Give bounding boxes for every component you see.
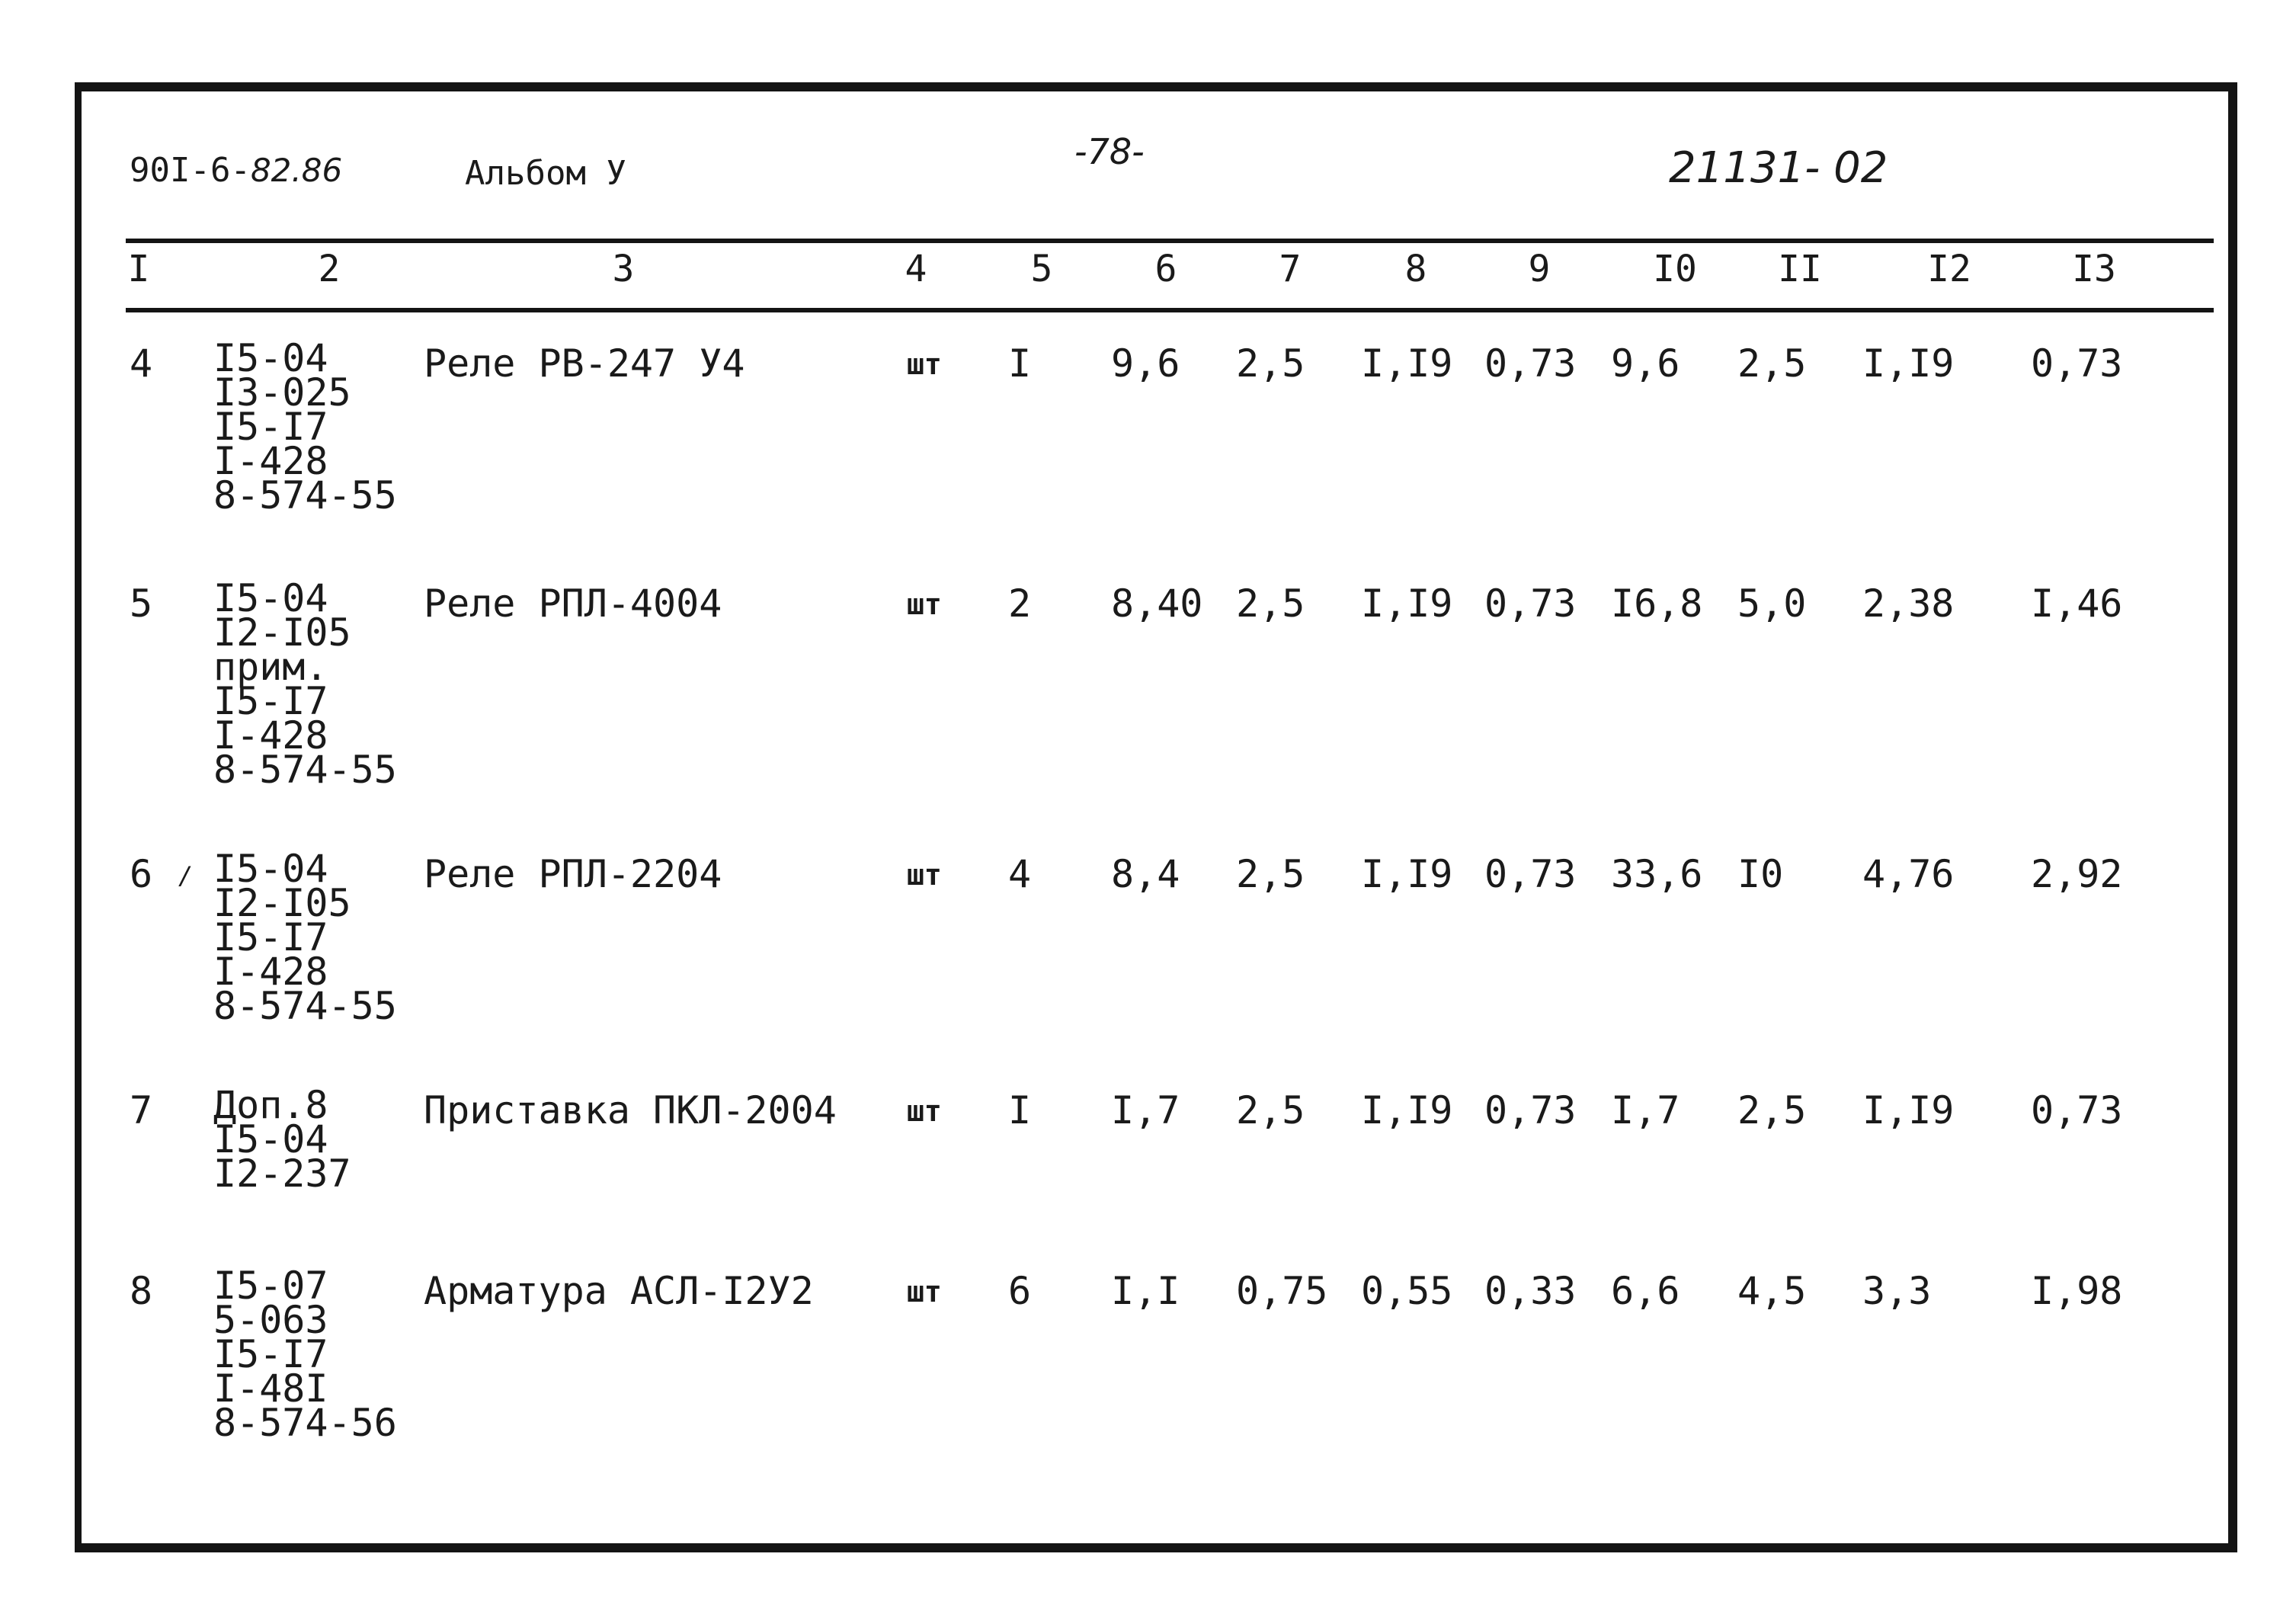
col7-cell: 0,75 (1236, 1269, 1328, 1313)
col8-cell: I,I9 (1361, 581, 1453, 626)
price-code-line: I5-04 (213, 847, 328, 891)
price-code-line: I3-025 (213, 370, 351, 415)
item-name: Приставка ПКЛ-2004 (424, 1088, 837, 1132)
price-codes (213, 847, 397, 1028)
column-number: 2 (318, 248, 341, 290)
price-code-line: I-428 (213, 439, 328, 483)
price-code-line: 8-574-56 (213, 1401, 397, 1445)
price-code-line: I-48I (213, 1366, 328, 1411)
quantity-cell: 2 (1008, 581, 1032, 626)
item-name: Реле РПЛ-2204 (424, 852, 722, 896)
unit-cell: шт (907, 1275, 942, 1309)
price-code-line: I-428 (213, 713, 328, 758)
doc-code-handwritten: 82.86 (250, 152, 343, 189)
col7-cell: 2,5 (1236, 852, 1305, 896)
col12-cell: 3,3 (1862, 1269, 1932, 1313)
col6-cell: I,I (1111, 1269, 1180, 1313)
col11-cell: I0 (1737, 852, 1784, 896)
col7-cell: 2,5 (1236, 341, 1305, 386)
row-number: 5 (130, 581, 153, 626)
column-number: 3 (612, 248, 635, 290)
doc-code (130, 151, 342, 190)
col12-cell: 2,38 (1862, 581, 1955, 626)
quantity-cell: I (1008, 341, 1032, 386)
price-codes (213, 336, 397, 517)
col10-cell: I,7 (1611, 1088, 1680, 1132)
price-codes (213, 1264, 397, 1445)
col8-cell: I,I9 (1361, 341, 1453, 386)
column-number: 5 (1030, 248, 1053, 290)
price-code-line: I2-I05 (213, 881, 351, 925)
column-number: I0 (1653, 248, 1697, 290)
col10-cell: 33,6 (1611, 852, 1703, 896)
col12-cell: 4,76 (1862, 852, 1955, 896)
unit-cell: шт (907, 348, 942, 381)
price-code-line: 8-574-55 (213, 473, 397, 517)
price-code-line: I2-237 (213, 1152, 351, 1196)
unit-cell: шт (907, 588, 942, 621)
col12-cell: I,I9 (1862, 341, 1955, 386)
header-bottom-rule (126, 308, 2214, 312)
col13-cell: 0,73 (2031, 341, 2123, 386)
row-number: 7 (130, 1088, 153, 1132)
item-name: Реле РПЛ-4004 (424, 581, 722, 626)
price-code-line: 5-063 (213, 1298, 328, 1342)
col6-cell: I,7 (1111, 1088, 1180, 1132)
col6-cell: 8,40 (1111, 581, 1203, 626)
project-number: 21131- 02 (1669, 143, 1888, 193)
row-number: 8 (130, 1269, 153, 1313)
price-code-line: прим. (213, 645, 328, 689)
col9-cell: 0,73 (1484, 581, 1577, 626)
price-code-line: I5-I7 (213, 405, 328, 449)
price-code-line: I5-I7 (213, 915, 328, 959)
col8-cell: I,I9 (1361, 852, 1453, 896)
col10-cell: 9,6 (1611, 341, 1680, 386)
album-title: Альбом У (465, 154, 626, 193)
col6-cell: 9,6 (1111, 341, 1180, 386)
price-code-line: 8-574-55 (213, 748, 397, 792)
column-number: II (1778, 248, 1822, 290)
col8-cell: I,I9 (1361, 1088, 1453, 1132)
col9-cell: 0,73 (1484, 1088, 1577, 1132)
col8-cell: 0,55 (1361, 1269, 1453, 1313)
column-number: 7 (1279, 248, 1302, 290)
col13-cell: I,98 (2031, 1269, 2123, 1313)
column-number: 8 (1404, 248, 1427, 290)
quantity-cell: I (1008, 1088, 1032, 1132)
col12-cell: I,I9 (1862, 1088, 1955, 1132)
col11-cell: 2,5 (1737, 1088, 1807, 1132)
price-code-line: I5-I7 (213, 1332, 328, 1376)
col9-cell: 0,33 (1484, 1269, 1577, 1313)
column-number: I2 (1927, 248, 1971, 290)
item-name: Реле РВ-247 У4 (424, 341, 745, 386)
document-frame (75, 82, 2237, 1552)
col9-cell: 0,73 (1484, 852, 1577, 896)
col7-cell: 2,5 (1236, 1088, 1305, 1132)
price-code-line: I2-I05 (213, 610, 351, 655)
col10-cell: I6,8 (1611, 581, 1703, 626)
price-code-line: Доп.8 (213, 1083, 328, 1127)
item-name: Арматура АСЛ-I2У2 (424, 1269, 814, 1313)
unit-cell: шт (907, 1094, 942, 1128)
doc-code-typed: 90I-6- (130, 151, 251, 190)
col13-cell: 2,92 (2031, 852, 2123, 896)
col9-cell: 0,73 (1484, 341, 1577, 386)
quantity-cell: 6 (1008, 1269, 1032, 1313)
price-code-line: I5-07 (213, 1264, 328, 1308)
price-code-line: I5-04 (213, 1117, 328, 1161)
price-code-line: 8-574-55 (213, 984, 397, 1028)
col7-cell: 2,5 (1236, 581, 1305, 626)
col13-cell: I,46 (2031, 581, 2123, 626)
col11-cell: 4,5 (1737, 1269, 1807, 1313)
row-number: 4 (130, 341, 153, 386)
column-number: 9 (1528, 248, 1551, 290)
col11-cell: 5,0 (1737, 581, 1807, 626)
column-number: I3 (2072, 248, 2116, 290)
col11-cell: 2,5 (1737, 341, 1807, 386)
price-code-line: I5-04 (213, 576, 328, 620)
row-number: 6 (130, 852, 153, 896)
price-code-line: I5-I7 (213, 679, 328, 723)
col10-cell: 6,6 (1611, 1269, 1680, 1313)
row-mark: / (178, 861, 194, 890)
page-number: -78- (1074, 131, 1145, 172)
col6-cell: 8,4 (1111, 852, 1180, 896)
col13-cell: 0,73 (2031, 1088, 2123, 1132)
column-number: 4 (905, 248, 927, 290)
column-number: 6 (1154, 248, 1177, 290)
column-number: I (127, 248, 150, 290)
price-code-line: I5-04 (213, 336, 328, 380)
price-codes (213, 1083, 351, 1196)
unit-cell: шт (907, 858, 942, 892)
quantity-cell: 4 (1008, 852, 1032, 896)
price-code-line: I-428 (213, 950, 328, 994)
header-top-rule (126, 239, 2214, 243)
price-codes (213, 576, 397, 792)
